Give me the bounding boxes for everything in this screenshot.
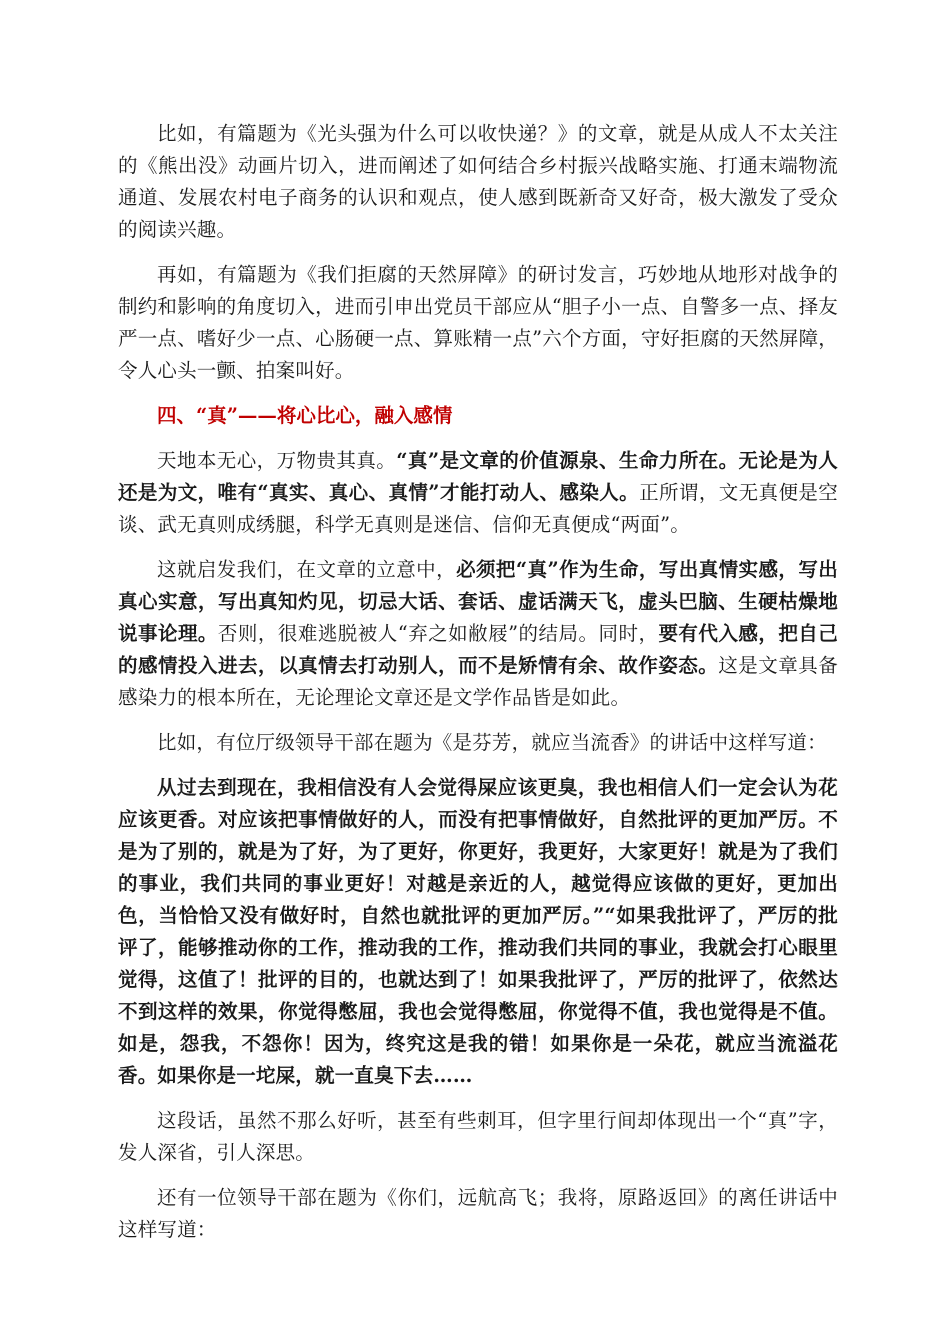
section-heading-four: 四、“真”——将心比心，融入感情 [157,404,453,427]
truth-guidance-tail: 这是文章具备感染力的根本所在，无论理论文章还是文学作品皆是如此。 [118,654,838,709]
paragraph-truth-guidance [118,554,838,714]
speech-quote: 从过去到现在，我相信没有人会觉得屎应该更臭，我也相信人们一定会认为花应该更香。对应该把事情做好的人，而没有把事情做好，自然批评的更加严厉。不是为了别的，就是为了好，为了更好，你更好，我更好，大家更好！就是为了我们的事业，我们共同的事业更好！对越是亲近的人，越觉得应该做的更好，更加出色，当恰恰又没有做好时，自然也就批评的更加严厉。”“如果我批评了，严厉的批评了，能够推动你的工作，推动我的工作，推动我们共同的事业，我就会打心眼里觉得，这值了！批评的目的，也就达到了！如果我批评了，严厉的批评了，依然达不到这样的效果，你觉得憋屈，我也会觉得憋屈，你觉得不值，我也觉得是不值。如是，怨我，不怨你！因为，终究这是我的错！如果你是一朵花，就应当流溢花香。如果你是一坨屎，就一直臭下去…… [118,776,838,1087]
paragraph-truth-intro [118,445,838,541]
paragraph-speech-intro: 比如，有位厅级领导干部在题为《是芬芳，就应当流香》的讲话中这样写道： [157,731,827,754]
paragraph-barrier-example: 再如，有篇题为《我们拒腐的天然屏障》的研讨发言，巧妙地从地形对战争的制约和影响的角度切入，进而引申出党员干部应从“胆子小一点、自警多一点、择友严一点、嗜好少一点、心肠硬一点、算账精一点”六个方面，守好拒腐的天然屏障，令人心头一颤、拍案叫好。 [118,263,838,382]
truth-guidance-emphasis-2: 要有代入感，把自己的感情投入进去，以真情去打动别人，而不是矫情有余、故作姿态。 [118,622,838,677]
paragraph-bear-example: 比如，有篇题为《光头强为什么可以收快递？》的文章，就是从成人不太关注的《熊出没》动画片切入，进而阐述了如何结合乡村振兴战略实施、打通末端物流通道、发展农村电子商务的认识和观点，使人感到既新奇又好奇，极大激发了受众的阅读兴趣。 [118,122,838,241]
truth-intro-lead: 天地本无心，万物贵其真。 [157,449,397,472]
document-page [118,118,838,1259]
paragraph-speech-comment: 这段话，虽然不那么好听，甚至有些刺耳，但字里行间却体现出一个“真”字，发人深省，引人深思。 [118,1109,838,1164]
truth-guidance-mid: 否则，很难逃脱被人“弃之如敝屐”的结局。同时， [217,622,659,645]
paragraph-farewell-intro: 还有一位领导干部在题为《你们，远航高飞；我将，原路返回》的离任讲话中这样写道： [118,1186,838,1241]
truth-intro-emphasis: “真”是文章的价值源泉、生命力所在。无论是为人还是为文，唯有“真实、真心、真情”才能打动人、感染人。 [118,449,838,504]
truth-intro-tail: 正所谓，文无真便是空谈、武无真则成绣腿，科学无真则是迷信、信仰无真便成“两面”。 [118,481,838,536]
truth-guidance-lead: 这就启发我们，在文章的立意中， [157,558,457,581]
truth-guidance-emphasis-1: 必须把“真”作为生命，写出真情实感，写出真心实意，写出真知灼见，切忌大话、套话、虚话满天飞，虚头巴脑、生硬枯燥地说事论理。 [118,558,838,645]
